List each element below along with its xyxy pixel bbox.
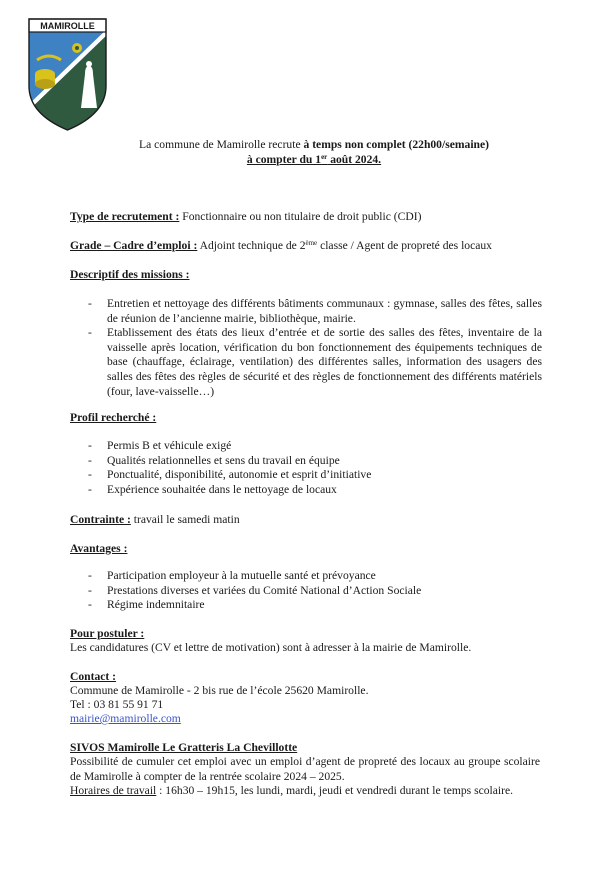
recruitment-type-label: Type de recrutement : [70, 210, 180, 223]
sivos-hours: Horaires de travail : 16h30 – 19h15, les lundi, mardi, jeudi et vendredi durant le temps scolaire. [70, 784, 514, 797]
list-item: - Expérience souhaitée dans le nettoyage de locaux [70, 483, 540, 498]
list-item: - Etablissement des états des lieux d’entrée et de sortie des salles des fêtes, inventaire de la vaisselle après location, vérification du bon fonctionnement des équipements techniques de base (chauffage, éclairage, ventilation) des différentes salles, information des usagers des salles des fêtes des règles de sécurité et des règles de fonctionnement des différents matériels (four, lave-vaisselle…) [70, 326, 542, 399]
contact-address: Commune de Mamirolle - 2 bis rue de l’école 25620 Mamirolle. [70, 684, 369, 697]
contact-heading: Contact : [70, 670, 117, 683]
start-date-line: à compter du 1er août 2024. [246, 153, 382, 166]
sivos-heading: SIVOS Mamirolle Le Gratteris La Chevillotte [70, 741, 298, 754]
intro-line: La commune de Mamirolle recrute à temps non complet (22h00/semaine) [139, 138, 489, 151]
contact-phone: Tel : 03 81 55 91 71 [70, 698, 164, 711]
list-item: - Régime indemnitaire [70, 598, 540, 613]
recruitment-type [70, 209, 540, 224]
constraint: Contrainte : travail le samedi matin [70, 513, 240, 526]
profile-list [70, 439, 540, 497]
benefits-list [70, 569, 540, 613]
contact-email-link[interactable]: mairie@mamirolle.com [70, 712, 181, 725]
missions-heading: Descriptif des missions : [70, 268, 190, 281]
list-item: - Prestations diverses et variées du Comité National d’Action Sociale [70, 584, 540, 599]
grade: Grade – Cadre d’emploi : Adjoint technique de 2ème classe / Agent de propreté des locaux [70, 239, 492, 252]
list-item: - Entretien et nettoyage des différents bâtiments communaux : gymnase, salles des fêtes, salles de réunion de l’ancienne mairie, bibliothèque, mairie. [70, 297, 542, 326]
grade-label: Grade – Cadre d’emploi : [70, 239, 198, 252]
list-item: - Ponctualité, disponibilité, autonomie et esprit d’initiative [70, 468, 540, 483]
benefits-heading: Avantages : [70, 542, 128, 555]
recruitment-type-value: Fonctionnaire ou non titulaire de droit public (CDI) [179, 210, 422, 223]
apply-heading: Pour postuler : [70, 627, 145, 640]
apply-text: Les candidatures (CV et lettre de motivation) sont à adresser à la mairie de Mamirolle. [70, 641, 472, 654]
mamirolle-coat-of-arms-logo [27, 16, 108, 132]
list-item: - Qualités relationnelles et sens du travail en équipe [70, 454, 540, 469]
list-item: - Participation employeur à la mutuelle santé et prévoyance [70, 569, 540, 584]
missions-list [70, 297, 542, 399]
profile-heading: Profil recherché : [70, 411, 157, 424]
svg-text:MAMIROLLE: MAMIROLLE [40, 21, 95, 31]
sivos-text: Possibilité de cumuler cet emploi avec un emploi d’agent de propreté des locaux au groupe scolaire de Mamirolle à compter de la rentrée scolaire 2024 – 2025. [70, 755, 540, 783]
list-item: - Permis B et véhicule exigé [70, 439, 540, 454]
